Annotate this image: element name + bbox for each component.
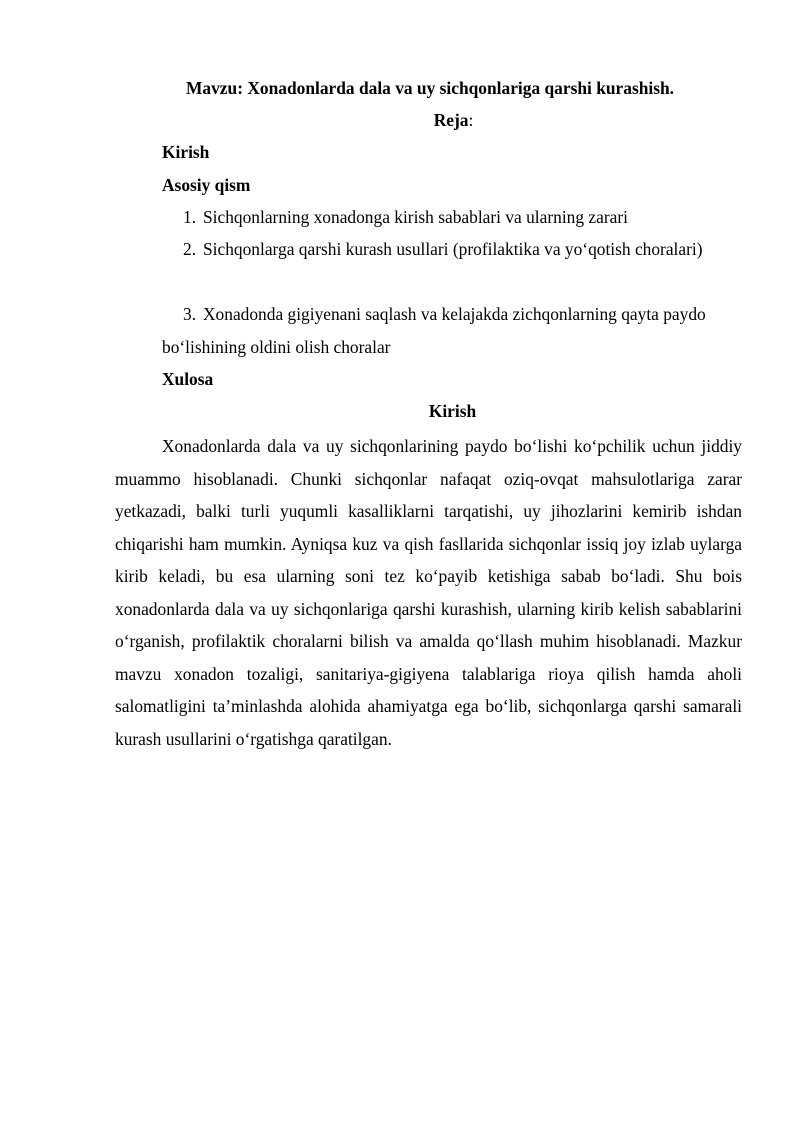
plan-main: Asosiy qism — [162, 175, 251, 195]
plan-heading — [0, 108, 800, 132]
plan-item-number: 2. — [183, 239, 197, 259]
plan-item-2 — [162, 233, 722, 266]
plan-intro: Kirish — [162, 142, 210, 162]
plan-colon: : — [468, 110, 474, 130]
document-title: Mavzu: Xonadonlarda dala va uy sichqonlariga qarshi kurashish. — [186, 78, 675, 98]
plan-label: Reja — [433, 110, 469, 130]
plan-item-number: 3. — [183, 304, 197, 324]
section-paragraph: Xonadonlarda dala va uy sichqonlarining paydo bo‘lishi ko‘pchilik uchun jiddiy muammo hisoblanadi. Chunki sichqonlar nafaqat oziq-ovqat mahsulotlariga zarar yetkazadi, balki turli yuqumli kasalliklarni tarqatishi, uy jihozlarini kemirib ishdan chiqarishi ham mumkin. Ayniqsa kuz va qish fasllarida sichqonlar issiq joy izlab uylarga kirib keladi, bu esa ularning soni tez ko‘payib ketishiga sabab bo‘ladi. Shu bois xonadonlarda dala va uy sichqonlariga qarshi kurashish, ularning kirib kelish sabablarini o‘rganish, profilaktik choralarni bilish va amalda qo‘llash muhim hisoblanadi. Mazkur mavzu xonadon tozaligi, sanitariya-gigiyena talablariga rioya qilish hamda aholi salomatligini ta’minlashda alohida ahamiyatga ega bo‘lib, sichqonlarga qarshi samarali kurash usullarini o‘rgatishga qaratilgan. — [115, 436, 742, 749]
plan-conclusion: Xulosa — [162, 369, 214, 389]
plan-item-1 — [162, 201, 742, 234]
plan-item-text: Sichqonlarga qarshi kurash usullari (profilaktika va yo‘qotish choralari) — [203, 239, 703, 259]
plan-item-3 — [162, 298, 722, 363]
section-heading: Kirish — [428, 401, 477, 421]
plan-item-text: Sichqonlarning xonadonga kirish sabablari va ularning zarari — [203, 207, 628, 227]
plan-item-text: Xonadonda gigiyenani saqlash va kelajakda zichqonlarning qayta paydo bo‘lishining oldini olish choralar — [162, 304, 706, 357]
plan-item-number: 1. — [183, 207, 197, 227]
